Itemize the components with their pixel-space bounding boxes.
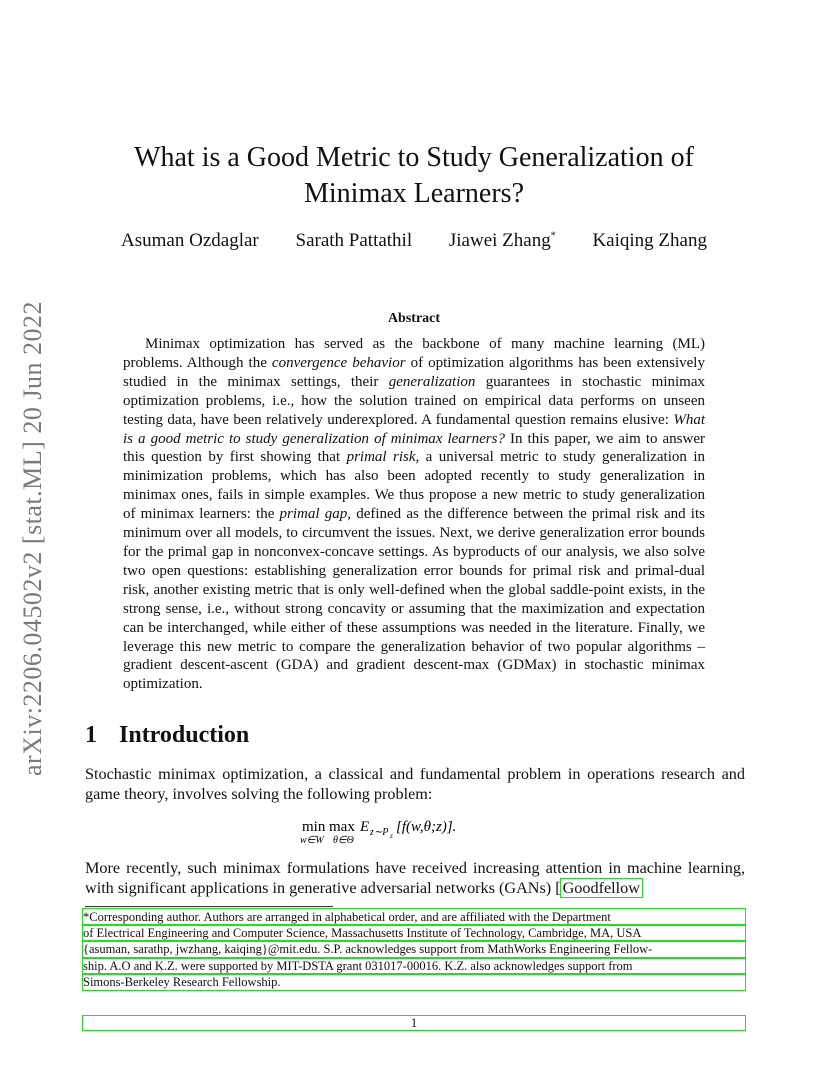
svg-text:z∼P: z∼P: [370, 827, 389, 838]
footnote-rule: [85, 906, 333, 907]
footnote: [83, 909, 745, 990]
author-list: [0, 230, 828, 252]
abstract-emphasis: generalization: [388, 373, 476, 390]
abstract-emphasis: convergence behavior: [271, 354, 406, 371]
abstract-emphasis: primal risk: [346, 449, 416, 466]
author-name: Asuman Ozdaglar: [121, 230, 259, 251]
footnote-line[interactable]: of Electrical Engineering and Computer Science, Massachusetts Institute of Technology, Cambridge, MA, USA: [83, 925, 745, 941]
intro-paragraph-2: [85, 858, 745, 898]
svg-text:w∈W: w∈W: [300, 835, 324, 846]
corresponding-author-mark: *: [550, 230, 556, 242]
abstract-heading: Abstract: [387, 311, 441, 326]
svg-text:max: max: [329, 819, 355, 835]
abstract-text: , defined as the difference between the primal risk and its minimum over all models, to circumvent the issues. Next, we derive generalization error bounds for the primal gap in nonconvex-concave settings. As byproducts of our analysis, we also solve two open questions: establishing generalization error bounds for primal risk and primal-dual risk, another existing metric that is only well-defined when the global saddle-point exists, in the strong sense, i.e., without strong concavity or assuming that the maximization and expectation can be interchanged, while either of these assumptions was needed in the literature. Finally, we leverage this new metric to compare the generalization behavior of two popular algorithms – gradient descent-ascent (GDA) and gradient descent-max (GDMax) in stochastic minimax optimization.: [123, 506, 705, 693]
footnote-line[interactable]: Simons-Berkeley Research Fellowship.: [83, 974, 745, 990]
footnote-line[interactable]: ship. A.O and K.Z. were supported by MIT-DSTA grant 031017-00016. K.Z. also acknowledges support from: [83, 958, 745, 974]
title-line-1: What is a Good Metric to Study Generalization of: [134, 142, 694, 173]
svg-text:[f(w,θ;z)].: [f(w,θ;z)].: [396, 819, 457, 835]
author-name: [449, 230, 556, 251]
abstract-emphasis: primal gap: [279, 506, 348, 523]
intro-paragraph-1: Stochastic minimax optimization, a classical and fundamental problem in operations research and game theory, involves solving the following problem:: [85, 765, 745, 803]
page-number[interactable]: 1: [83, 1016, 745, 1030]
arxiv-identifier: arXiv:2206.04502v2 [stat.ML] 20 Jun 2022: [18, 301, 47, 776]
abstract-text: guarantees in stochastic minimax optimization problems, i.e., how the solution trained on empirical data performs on unseen testing data, have been relatively underexplored. A fundamental question remains elusive:: [123, 373, 705, 428]
svg-text:min: min: [302, 819, 326, 835]
svg-text:θ∈Θ: θ∈Θ: [333, 835, 354, 846]
svg-text:E: E: [360, 819, 370, 835]
abstract-text: of optimization algorithms has been extensively studied in the minimax settings, their: [123, 354, 705, 390]
author-name: Kaiqing Zhang: [592, 230, 707, 251]
intro-paragraph-2-text: More recently, such minimax formulations have received increasing attention in machine learning, with significant applications in generative adversarial networks (GANs) [: [85, 859, 745, 897]
equation-graphic: [294, 816, 534, 846]
citation-link[interactable]: Goodfellow: [562, 879, 640, 897]
footnote-line[interactable]: {asuman, sarathp, jwzhang, kaiqing}@mit.edu. S.P. acknowledges support from MathWorks Engineering Fellow-: [83, 941, 745, 957]
abstract-text: In this paper, we aim to answer this question by first showing that: [123, 430, 706, 466]
author-name-text: Jiawei Zhang: [448, 230, 551, 251]
section-title: Introduction: [119, 722, 250, 748]
abstract-text: Minimax optimization has served as the backbone of many machine learning (ML) problems. Although the: [123, 336, 705, 371]
title-line-2: Minimax Learners?: [303, 178, 525, 209]
abstract-body: [123, 335, 705, 694]
section-heading: [85, 722, 249, 749]
abstract-text: , a universal metric to study generalization in minimization problems, which has also been adopted recently to study generalization in minimax ones, fails in simple examples. We thus propose a new metric to study generalization of minimax learners: the: [123, 449, 705, 523]
svg-text:z: z: [390, 832, 393, 840]
footnote-line[interactable]: *Corresponding author. Authors are arranged in alphabetical order, and are affiliated with the Department: [83, 909, 745, 925]
author-name: Sarath Pattathil: [295, 230, 413, 251]
section-number: 1: [85, 722, 97, 748]
paper-title: [0, 140, 828, 212]
abstract-emphasis: What is a good metric to study generalization of minimax learners?: [123, 411, 705, 447]
minimax-equation: [0, 816, 828, 851]
